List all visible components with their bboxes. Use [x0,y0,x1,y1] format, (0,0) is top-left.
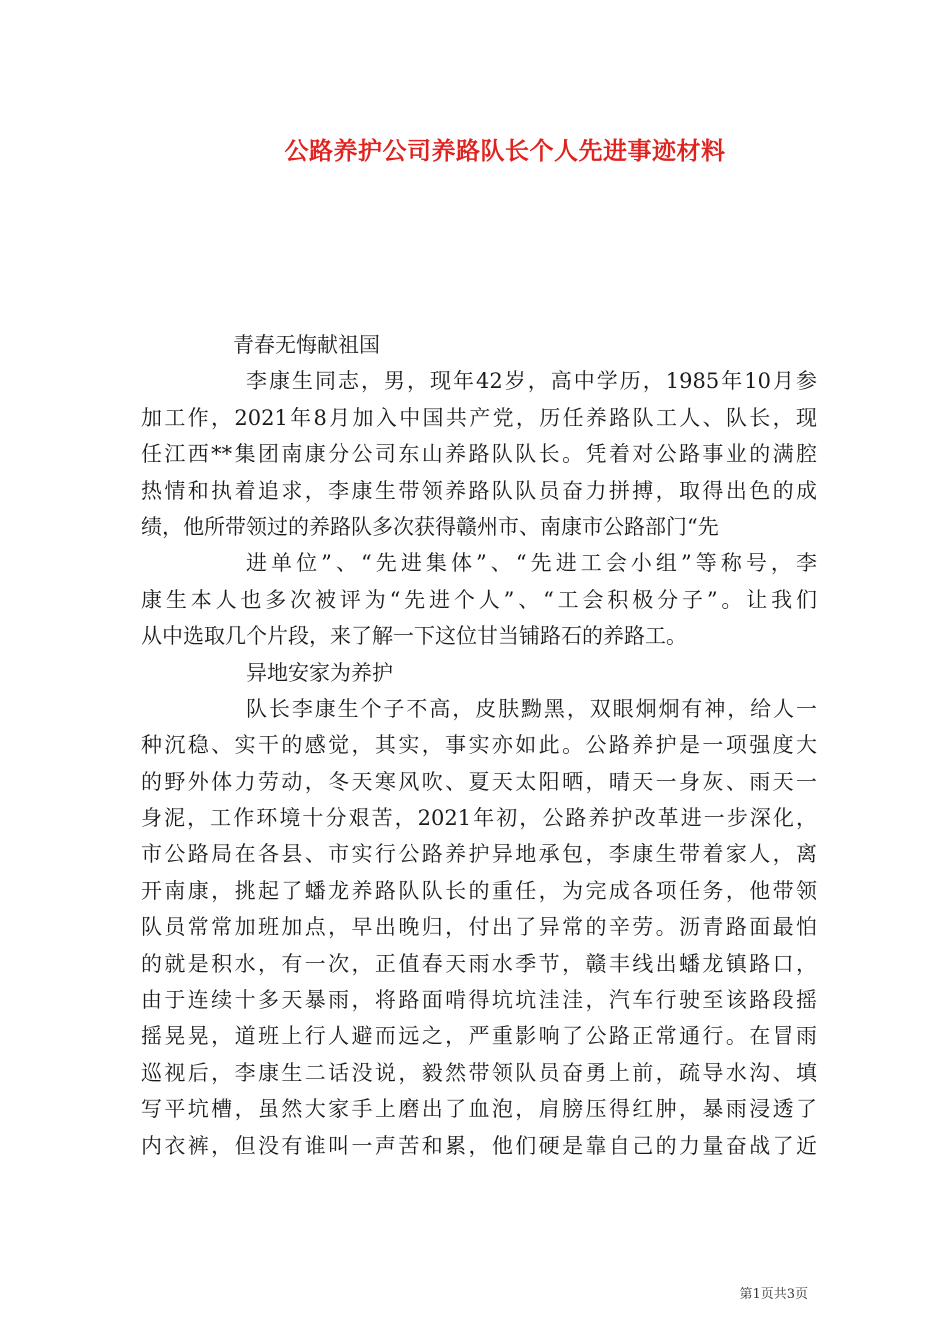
text-line: 进单位”、“先进集体”、“先进工会小组”等称号，李 [246,551,817,576]
text-line: 身泥，工作环境十分艰苦，2021年初，公路养护改革进一步深化， [141,806,817,831]
text-line: 由于连续十多天暴雨，将路面啃得坑坑洼洼，汽车行驶至该路段摇 [141,988,817,1013]
text-line: 的野外体力劳动，冬天寒风吹、夏天太阳晒，晴天一身灰、雨天一 [141,769,817,794]
text-line: 加工作，2021年8月加入中国共产党，历任养路队工人、队长，现 [141,405,817,430]
text-line: 从中选取几个片段，来了解一下这位甘当铺路石的养路工。 [141,624,687,649]
text-line: 内衣裤，但没有谁叫一声苦和累，他们硬是靠自己的力量奋战了近 [141,1133,817,1158]
text-line: 巡视后，李康生二话没说，毅然带领队员奋勇上前，疏导水沟、填 [141,1060,817,1085]
text-line: 绩，他所带领过的养路队多次获得赣州市、南康市公路部门“先 [141,514,719,539]
text-line: 热情和执着追求，李康生带领养路队队员奋力拼搏，取得出色的成 [141,478,817,503]
text-line: 市公路局在各县、市实行公路养护异地承包，李康生带着家人，离 [141,842,817,867]
text-line: 写平坑槽，虽然大家手上磨出了血泡，肩膀压得红肿，暴雨浸透了 [141,1097,817,1122]
section-heading: 异地安家为养护 [246,660,393,685]
text-line: 队长李康生个子不高，皮肤黝黑，双眼炯炯有神，给人一 [246,696,817,721]
text-line: 摇晃晃，道班上行人避而远之，严重影响了公路正常通行。在冒雨 [141,1024,817,1049]
text-line: 康生本人也多次被评为“先进个人”、“工会积极分子”。让我们 [141,587,817,612]
text-line: 任江西**集团南康分公司东山养路队队长。凭着对公路事业的满腔 [141,442,817,467]
section-heading: 青春无悔献祖国 [233,333,380,357]
text-line: 李康生同志，男，现年42岁，高中学历，1985年10月参 [246,369,817,394]
page-number-footer: 第1页共3页 [739,1287,808,1302]
text-line: 队员常常加班加点，早出晚归，付出了异常的辛劳。沥青路面最怕 [141,915,817,940]
text-line: 开南康，挑起了蟠龙养路队队长的重任，为完成各项任务，他带领 [141,878,817,903]
text-line: 的就是积水，有一次，正值春天雨水季节，赣丰线出蟠龙镇路口， [141,951,817,976]
document-body [141,327,817,1164]
text-line: 种沉稳、实干的感觉，其实，事实亦如此。公路养护是一项强度大 [141,733,817,758]
document-title: 公路养护公司养路队长个人先进事迹材料 [284,136,726,165]
